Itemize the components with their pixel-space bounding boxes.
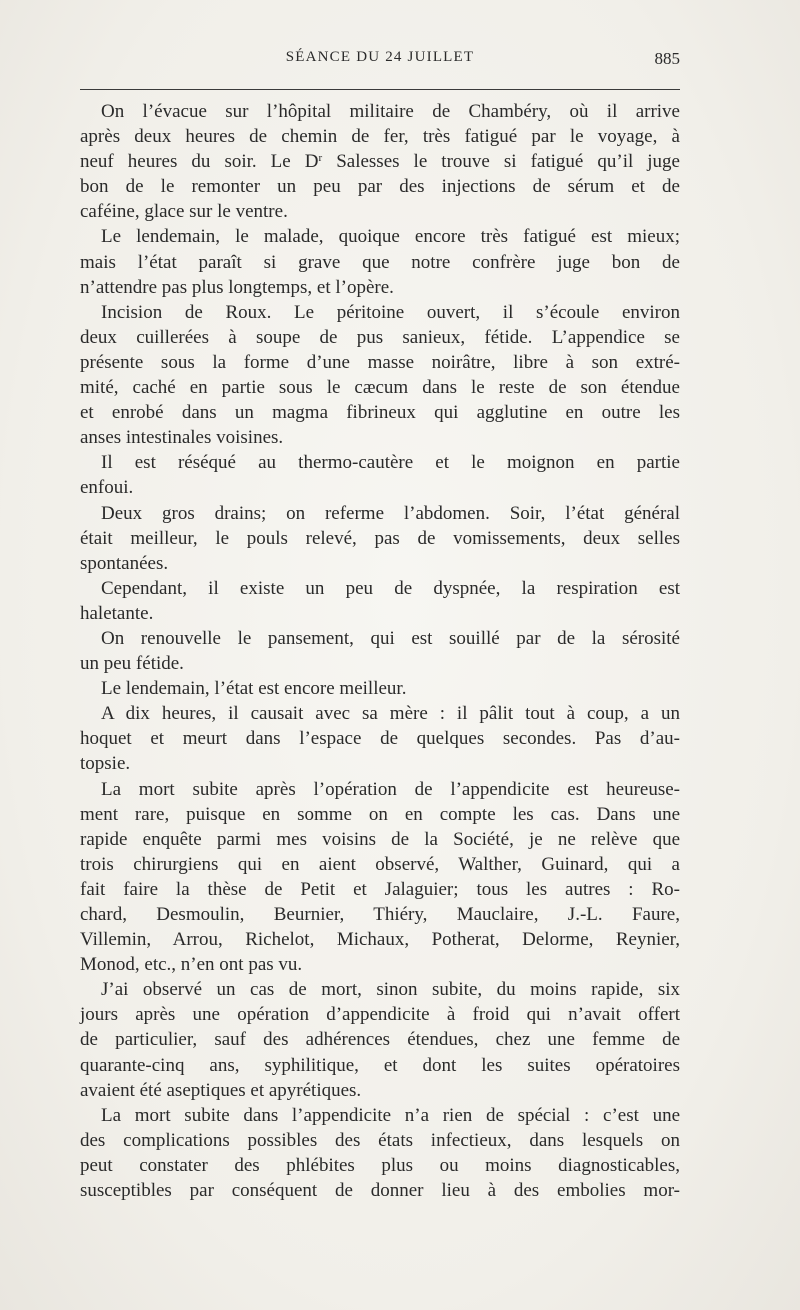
- paragraph: [80, 777, 680, 978]
- text-line: bon de le remonter un peu par des injections de sérum et de: [80, 176, 680, 198]
- text-line: [80, 149, 680, 174]
- text-line: Monod, etc., n’en ont pas vu.: [80, 954, 303, 976]
- text-line: ment rare, puisque en somme on en compte les cas. Dans une: [80, 803, 680, 825]
- text-line: Le lendemain, l’état est encore meilleur.: [101, 678, 407, 700]
- text-line: fait faire la thèse de Petit et Jalaguier; tous les autres : Ro-: [80, 878, 680, 900]
- page-number: 885: [654, 49, 680, 68]
- text-fragment: Salesses le trouve si fatigué qu’il juge: [322, 151, 680, 173]
- text-line: spontanées.: [80, 552, 169, 574]
- text-line: mais l’état paraît si grave que notre confrère juge bon de: [80, 251, 680, 273]
- text-line: A dix heures, il causait avec sa mère : il pâlit tout à coup, a un: [101, 703, 680, 725]
- text-line: quarante-cinq ans, syphilitique, et dont les suites opératoires: [80, 1054, 680, 1076]
- paragraph: [80, 1103, 680, 1203]
- paragraph: [80, 501, 680, 576]
- text-line: On renouvelle le pansement, qui est souillé par de la sérosité: [101, 627, 680, 649]
- text-line: On l’évacue sur l’hôpital militaire de Chambéry, où il arrive: [101, 101, 680, 122]
- text-line: avaient été aseptiques et apyrétiques.: [80, 1079, 362, 1101]
- header-rule: [80, 89, 680, 90]
- running-title: SÉANCE DU 24 JUILLET: [285, 49, 475, 65]
- text-line: susceptibles par conséquent de donner lieu à des embolies mor-: [80, 1180, 680, 1202]
- text-line: peut constater des phlébites plus ou moins diagnosticables,: [80, 1154, 680, 1176]
- text-line: Il est réséqué au thermo-cautère et le moignon en partie: [101, 452, 680, 474]
- running-head: [80, 49, 680, 75]
- text-line: chard, Desmoulin, Beurnier, Thiéry, Mauclaire, J.-L. Faure,: [80, 904, 680, 925]
- superscript: r: [318, 152, 323, 165]
- text-line: mité, caché en partie sous le cæcum dans le reste de son étendue: [80, 377, 680, 399]
- text-line: était meilleur, le pouls relevé, pas de vomissements, deux selles: [80, 527, 680, 549]
- text-line: anses intestinales voisines.: [80, 427, 284, 449]
- text-line: La mort subite après l’opération de l’appendicite est heureuse-: [101, 778, 680, 800]
- paragraph: [80, 99, 680, 224]
- paragraph: [80, 300, 680, 451]
- text-line: trois chirurgiens qui en aient observé, Walther, Guinard, qui a: [80, 853, 680, 875]
- text-line: hoquet et meurt dans l’espace de quelques secondes. Pas d’au-: [80, 728, 680, 750]
- text-line: Cependant, il existe un peu de dyspnée, la respiration est: [101, 577, 680, 599]
- text-line: La mort subite dans l’appendicite n’a rien de spécial : c’est une: [101, 1104, 680, 1126]
- text-line: des complications possibles des états infectieux, dans lesquels on: [80, 1129, 680, 1151]
- text-line: après deux heures de chemin de fer, très fatigué par le voyage, à: [80, 126, 680, 148]
- text-line: J’ai observé un cas de mort, sinon subite, du moins rapide, six: [101, 979, 680, 1001]
- text-line: caféine, glace sur le ventre.: [80, 201, 288, 223]
- text-line: n’attendre pas plus longtemps, et l’opère.: [80, 276, 394, 298]
- paragraph: [80, 626, 680, 676]
- text-line: rapide enquête parmi mes voisins de la Société, je ne relève que: [80, 828, 680, 850]
- text-line: jours après une opération d’appendicite à froid qui n’avait offert: [80, 1004, 680, 1026]
- paragraph: [80, 450, 680, 500]
- text-line: enfoui.: [80, 477, 134, 499]
- paragraph: [80, 224, 680, 299]
- text-line: Le lendemain, le malade, quoique encore très fatigué est mieux;: [101, 226, 680, 248]
- body-text: [80, 99, 680, 1203]
- paragraph: [80, 701, 680, 776]
- text-line: Villemin, Arrou, Richelot, Michaux, Potherat, Delorme, Reynier,: [80, 929, 680, 951]
- text-line: Incision de Roux. Le péritoine ouvert, il s’écoule environ: [101, 301, 680, 323]
- text-line: et enrobé dans un magma fibrineux qui agglutine en outre les: [80, 402, 680, 424]
- text-line: un peu fétide.: [80, 653, 184, 675]
- text-line: présente sous la forme d’une masse noirâtre, libre à son extré-: [80, 351, 680, 373]
- text-line: Deux gros drains; on referme l’abdomen. Soir, l’état général: [101, 502, 680, 524]
- paragraph: [80, 977, 680, 1102]
- text-line: haletante.: [80, 602, 154, 624]
- text-line: de particulier, sauf des adhérences étendues, chez une femme de: [80, 1029, 680, 1051]
- text-line: deux cuillerées à soupe de pus sanieux, fétide. L’appendice se: [80, 326, 680, 348]
- paragraph: [80, 676, 680, 701]
- text-line: topsie.: [80, 753, 131, 775]
- text-fragment: neuf heures du soir. Le D: [80, 151, 319, 173]
- paragraph: [80, 576, 680, 626]
